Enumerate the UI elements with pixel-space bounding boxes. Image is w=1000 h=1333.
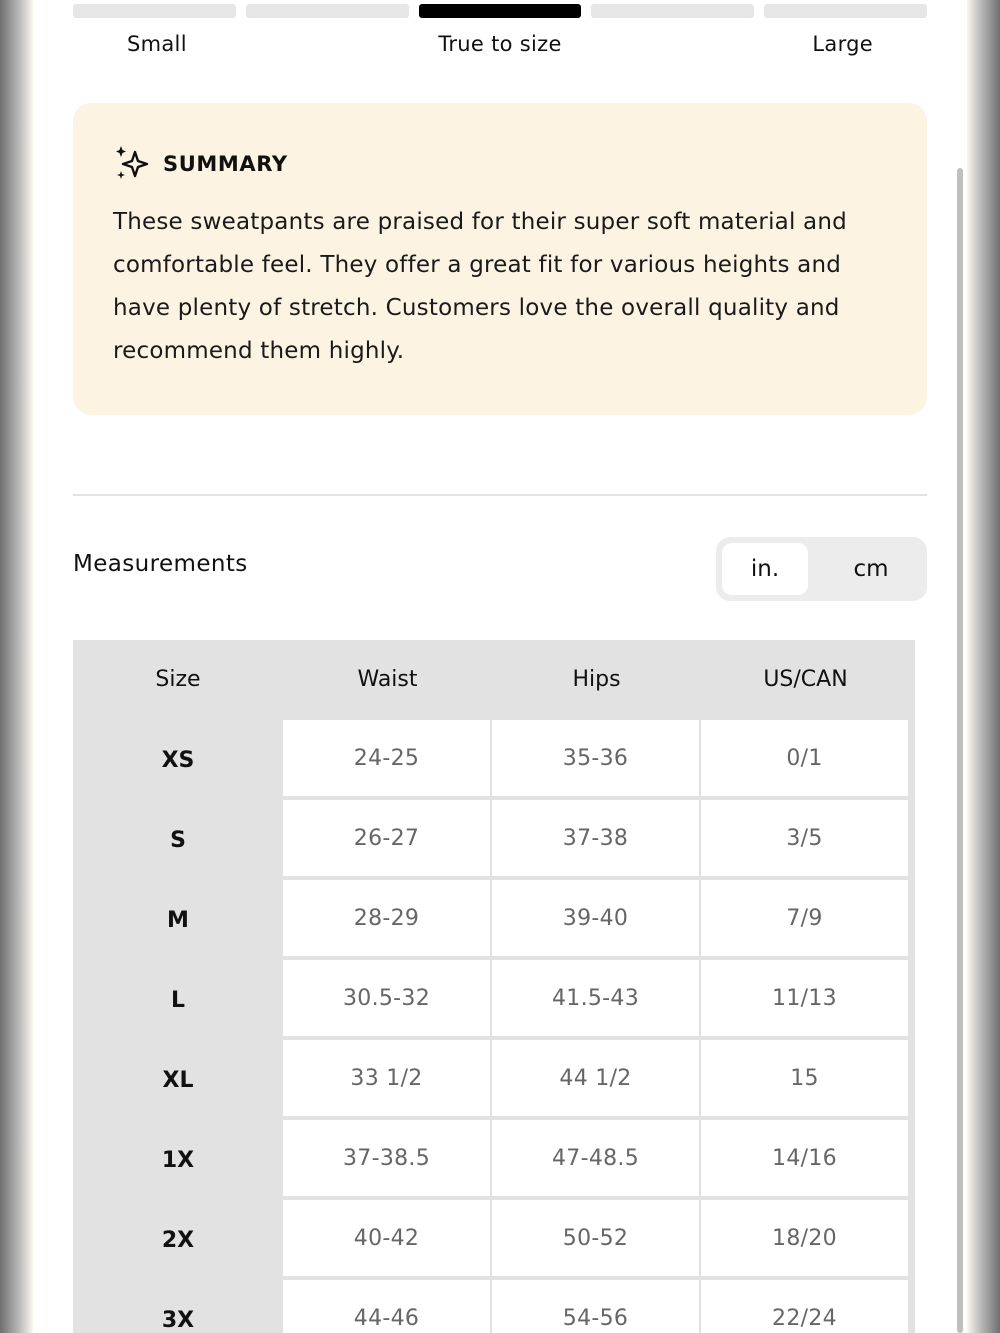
table-row xyxy=(73,1040,915,1120)
waist-cell: 26-27 xyxy=(283,800,490,876)
divider xyxy=(73,494,927,496)
hips-cell: 39-40 xyxy=(492,880,699,956)
header-hips: Hips xyxy=(572,666,621,692)
header-size: Size xyxy=(155,666,201,692)
fit-meter xyxy=(73,4,927,18)
waist-cell: 40-42 xyxy=(283,1200,490,1276)
hips-cell: 41.5-43 xyxy=(492,960,699,1036)
waist-cell: 28-29 xyxy=(283,880,490,956)
waist-cell: 24-25 xyxy=(283,720,490,796)
fit-label-large: Large xyxy=(812,32,873,56)
us-can-cell: 7/9 xyxy=(701,880,908,956)
hips-cell: 50-52 xyxy=(492,1200,699,1276)
size-cell: XS xyxy=(161,747,195,773)
header-us-can: US/CAN xyxy=(763,666,848,692)
us-can-cell: 15 xyxy=(701,1040,908,1116)
fit-segment-active xyxy=(419,4,582,18)
size-cell: 2X xyxy=(161,1227,195,1253)
table-header xyxy=(73,640,915,718)
us-can-cell: 3/5 xyxy=(701,800,908,876)
fit-segment xyxy=(591,4,754,18)
hips-cell: 54-56 xyxy=(492,1280,699,1333)
fit-segment xyxy=(246,4,409,18)
table-row xyxy=(73,1200,915,1280)
size-cell: S xyxy=(170,827,186,853)
size-guide-panel xyxy=(33,0,967,1333)
size-table xyxy=(73,640,915,1333)
summary-header xyxy=(113,143,887,185)
us-can-cell: 11/13 xyxy=(701,960,908,1036)
table-row xyxy=(73,1280,915,1333)
size-cell: 1X xyxy=(161,1147,195,1173)
fit-label-small: Small xyxy=(127,32,187,56)
fit-segment xyxy=(73,4,236,18)
us-can-cell: 14/16 xyxy=(701,1120,908,1196)
hips-cell: 37-38 xyxy=(492,800,699,876)
us-can-cell: 0/1 xyxy=(701,720,908,796)
fit-labels xyxy=(73,32,927,62)
summary-text: These sweatpants are praised for their super soft material and comfortable feel. They offer a great fit for various heights and have plenty of stretch. Customers love the overall quality and recommend them highly. xyxy=(113,209,847,364)
fit-segment xyxy=(764,4,927,18)
table-row xyxy=(73,1120,915,1200)
waist-cell: 30.5-32 xyxy=(283,960,490,1036)
table-row xyxy=(73,800,915,880)
summary-title: SUMMARY xyxy=(163,152,288,176)
hips-cell: 47-48.5 xyxy=(492,1120,699,1196)
waist-cell: 37-38.5 xyxy=(283,1120,490,1196)
scrollbar[interactable] xyxy=(957,168,963,1333)
table-row xyxy=(73,960,915,1040)
unit-inches-button[interactable]: in. xyxy=(722,543,808,595)
size-cell: M xyxy=(167,907,189,933)
us-can-cell: 22/24 xyxy=(701,1280,908,1333)
hips-cell: 44 1/2 xyxy=(492,1040,699,1116)
size-cell: L xyxy=(170,987,186,1013)
summary-card xyxy=(73,103,927,415)
measurements-title: Measurements xyxy=(73,551,248,577)
fit-label-true-to-size: True to size xyxy=(438,32,562,56)
us-can-cell: 18/20 xyxy=(701,1200,908,1276)
size-cell: 3X xyxy=(161,1307,195,1333)
table-row xyxy=(73,880,915,960)
table-row xyxy=(73,720,915,800)
header-waist: Waist xyxy=(357,666,418,692)
hips-cell: 35-36 xyxy=(492,720,699,796)
waist-cell: 33 1/2 xyxy=(283,1040,490,1116)
unit-toggle xyxy=(716,537,927,601)
unit-cm-button[interactable]: cm xyxy=(853,556,889,582)
waist-cell: 44-46 xyxy=(283,1280,490,1333)
sparkle-icon xyxy=(113,144,153,184)
size-cell: XL xyxy=(162,1067,194,1093)
table-body xyxy=(73,720,915,1333)
